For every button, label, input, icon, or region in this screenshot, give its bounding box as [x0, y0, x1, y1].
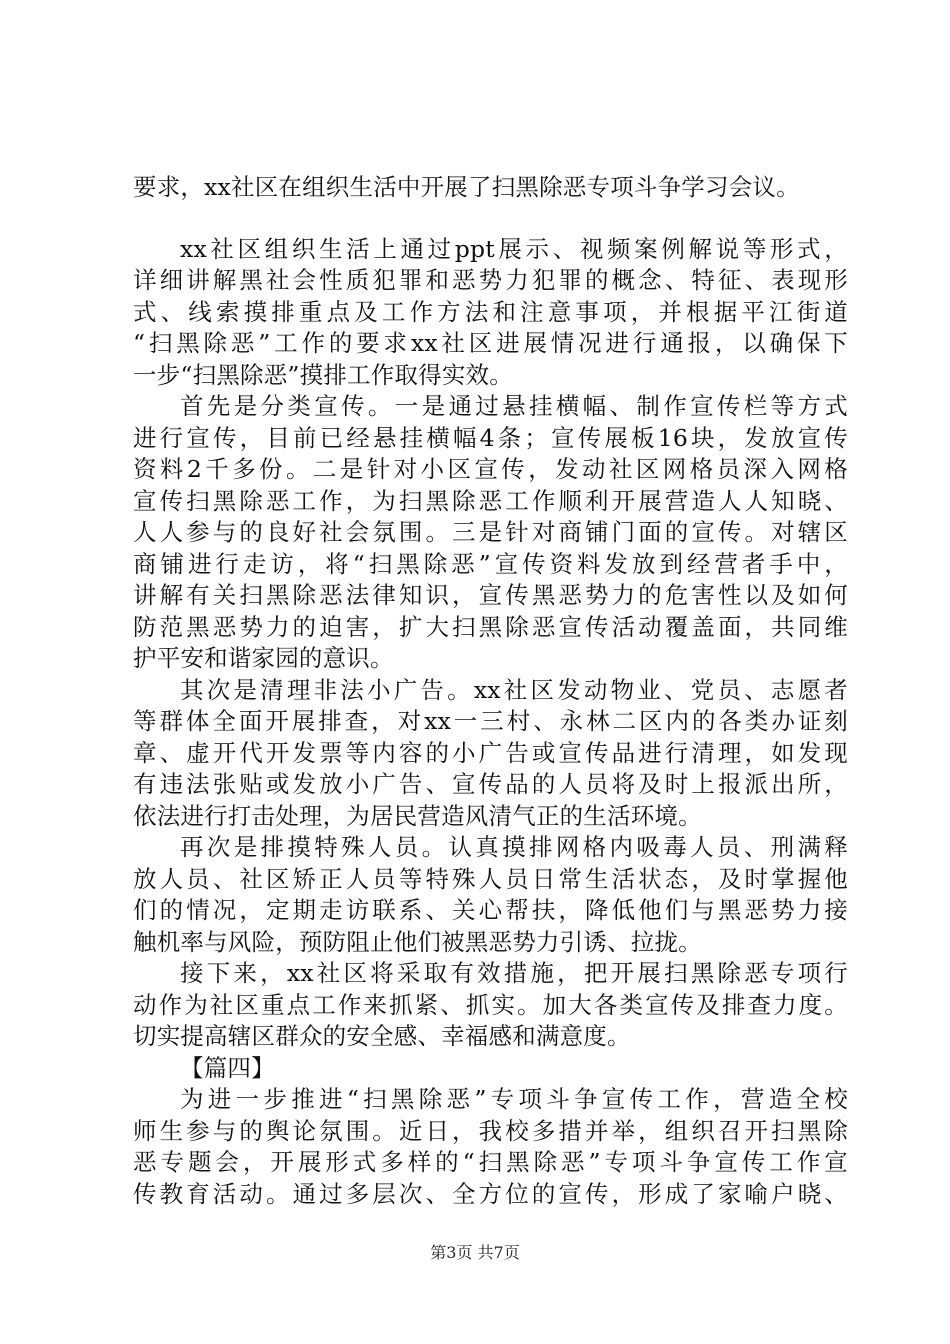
paragraph-line: 【篇四】: [180, 1053, 275, 1082]
paragraph: [133, 391, 848, 675]
paragraph-line: 为进一步推进“扫黑除恶”专项斗争宣传工作，营造全校: [180, 1085, 848, 1113]
paragraph-line: 动作为社区重点工作来抓紧、抓实。加大各类宣传及排查力度。: [133, 990, 848, 1019]
paragraph-line: 恶专题会，开展形式多样的“扫黑除恶”专项斗争宣传工作宣: [133, 1148, 848, 1176]
intro-line: 要求，xx社区在组织生活中开展了扫黑除恶专项斗争学习会议。: [133, 173, 800, 201]
paragraph-line: 触机率与风险，预防阻止他们被黑恶势力引诱、拉拢。: [133, 927, 702, 956]
paragraph-line: 切实提高辖区群众的安全感、幸福感和满意度。: [133, 1022, 631, 1050]
paragraph: [133, 958, 848, 1053]
paragraph-line: 传教育活动。通过多层次、全方位的宣传，形成了家喻户晓、: [133, 1179, 848, 1208]
paragraph-line: 其次是清理非法小广告。xx社区发动物业、党员、志愿者: [180, 675, 848, 704]
paragraph-line: 讲解有关扫黑除恶法律知识，宣传黑恶势力的危害性以及如何: [133, 581, 848, 609]
paragraph: [133, 234, 848, 392]
paragraph-line: 有违法张贴或发放小广告、宣传品的人员将及时上报派出所，: [133, 770, 848, 798]
paragraph: [133, 832, 848, 958]
paragraph-line: 接下来，xx社区将采取有效措施，把开展扫黑除恶专项行: [180, 959, 848, 987]
paragraph-line: “扫黑除恶”工作的要求xx社区进展情况进行通报，以确保下: [133, 329, 848, 357]
paragraph: [133, 1084, 848, 1210]
paragraph: [133, 1053, 848, 1085]
paragraph-line: 首先是分类宣传。一是通过悬挂横幅、制作宣传栏等方式: [180, 392, 848, 420]
paragraph-line: 师生参与的舆论氛围。近日，我校多措并举，组织召开扫黑除: [133, 1116, 848, 1145]
paragraph-line: 护平安和谐家园的意识。: [133, 644, 394, 672]
paragraph-line: 式、线索摸排重点及工作方法和注意事项，并根据平江街道: [133, 297, 848, 326]
paragraph-line: 宣传扫黑除恶工作，为扫黑除恶工作顺利开展营造人人知晓、: [133, 486, 848, 515]
paragraph-line: 一步“扫黑除恶”摸排工作取得实效。: [133, 360, 513, 389]
paragraph-line: 放人员、社区矫正人员等特殊人员日常生活状态，及时掌握他: [133, 864, 848, 893]
paragraph-line: 人人参与的良好社会氛围。三是针对商铺门面的宣传。对辖区: [133, 518, 848, 546]
paragraph-line: 章、虚开代开发票等内容的小广告或宣传品进行清理，如发现: [133, 738, 848, 767]
paragraph-line: 详细讲解黑社会性质犯罪和恶势力犯罪的概念、特征、表现形: [133, 266, 848, 294]
paragraph-line: 依法进行打击处理，为居民营造风清气正的生活环境。: [133, 801, 702, 830]
document-body: [133, 172, 848, 1210]
paragraph-gap: [133, 204, 848, 234]
paragraph-line: 进行宣传，目前已经悬挂横幅4条；宣传展板16块，发放宣传: [133, 423, 848, 452]
paragraph-line: 再次是排摸特殊人员。认真摸排网格内吸毒人员、刑满释: [180, 833, 848, 861]
paragraph-line: 等群体全面开展排查，对xx一三村、永林二区内的各类办证刻: [133, 707, 848, 735]
paragraph-line: 们的情况，定期走访联系、关心帮扶，降低他们与黑恶势力接: [133, 896, 848, 924]
page-number-footer: 第3页 共7页: [430, 1243, 520, 1262]
paragraph-line: 防范黑恶势力的迫害，扩大扫黑除恶宣传活动覆盖面，共同维: [133, 612, 848, 641]
paragraph-line: 商铺进行走访，将“扫黑除恶”宣传资料发放到经营者手中，: [133, 549, 848, 578]
paragraph-line: 资料2千多份。二是针对小区宣传，发动社区网格员深入网格: [133, 455, 848, 483]
paragraph-list: [133, 234, 848, 1211]
paragraph-line: xx社区组织生活上通过ppt展示、视频案例解说等形式，: [180, 234, 848, 263]
paragraph: [133, 675, 848, 833]
